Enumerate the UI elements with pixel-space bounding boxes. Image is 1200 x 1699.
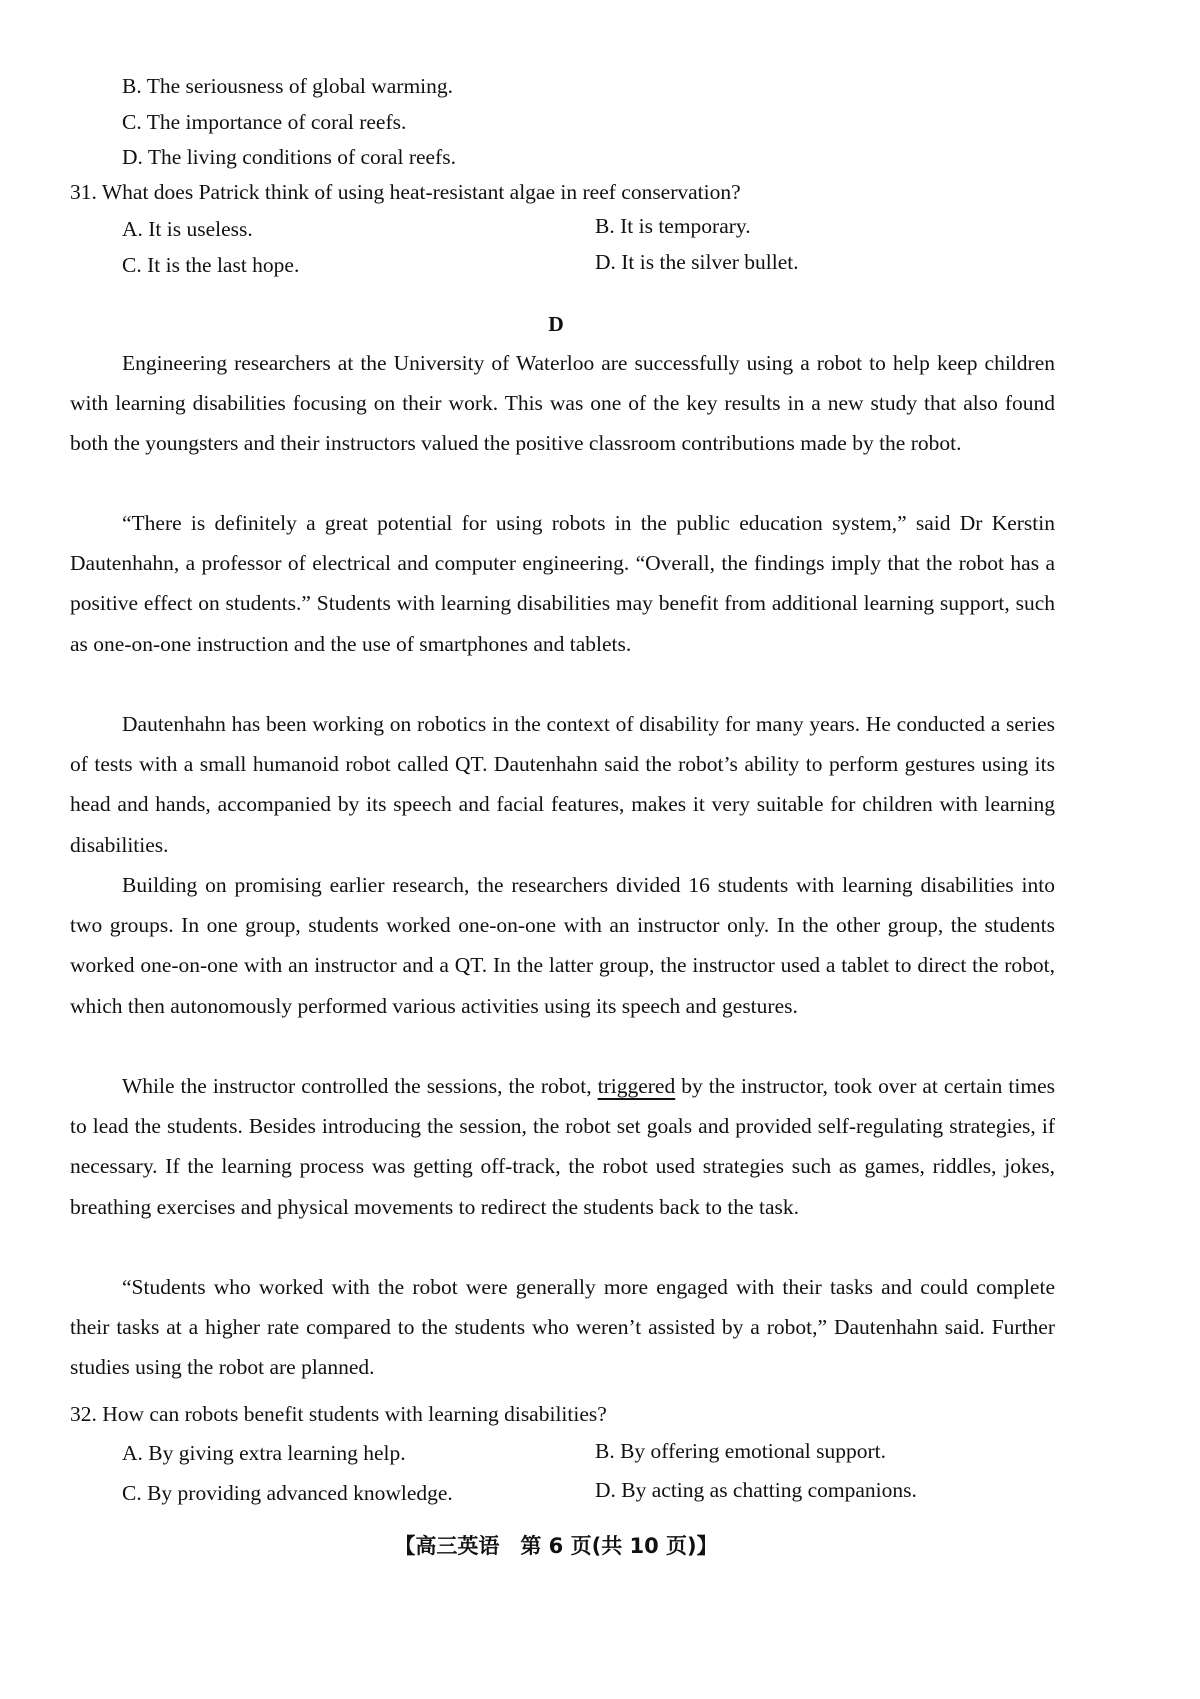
q31-option-b: B. It is temporary.	[595, 214, 751, 238]
paragraph-5-text-end: by the instructor, took over at certain times to lead the students. Besides introducing the session, the robot set goals and provided self-regulating strategies, if necessary. If the learning process was getting off-track, the robot used strategies such as games, riddles, jokes, breathing exercises and physical movements to redirect the students back to the task.	[70, 1074, 1055, 1219]
passage-d-heading: D	[548, 312, 564, 336]
passage-d-paragraph-4: Building on promising earlier research, the researchers divided 16 students with learning disabilities into two groups. In one group, students worked one-on-one with an instructor only. In the other group, the students worked one-on-one with an instructor and a QT. In the latter group, the instructor used a tablet to direct the robot, which then autonomously performed various activities using its speech and gestures.	[70, 873, 1055, 1018]
q32-option-b: B. By offering emotional support.	[595, 1439, 887, 1463]
q32-option-c: C. By providing advanced knowledge.	[122, 1481, 453, 1505]
passage-d-paragraph-1: Engineering researchers at the University of Waterloo are successfully using a robot to help keep children with learning disabilities focusing on their work. This was one of the key results in a new study that also found both the youngsters and their instructors valued the positive classroom contributions made by the robot.	[70, 351, 1055, 456]
q30-option-b: B. The seriousness of global warming.	[122, 74, 454, 98]
q32-option-d: D. By acting as chatting companions.	[595, 1478, 917, 1502]
q32-stem: 32. How can robots benefit students with learning disabilities?	[70, 1402, 607, 1426]
underlined-word-triggered: triggered	[597, 1074, 676, 1098]
passage-d-paragraph-2: “There is definitely a great potential for using robots in the public education system,” said Dr Kerstin Dautenhahn, a professor of electrical and computer engineering. “Overall, the findings imply that the robot has a positive effect on students.” Students with learning disabilities may benefit from additional learning support, such as one-on-one instruction and the use of smartphones and tablets.	[70, 511, 1055, 656]
q31-option-a: A. It is useless.	[122, 217, 253, 241]
q31-option-c: C. It is the last hope.	[122, 253, 300, 277]
paragraph-5-text-start: While the instructor controlled the sessions, the robot,	[122, 1074, 598, 1098]
page-footer: 【高三英语 第 6 页(共 10 页)】	[394, 1534, 718, 1558]
q30-option-d: D. The living conditions of coral reefs.	[122, 145, 456, 169]
passage-d-paragraph-6: “Students who worked with the robot were generally more engaged with their tasks and could complete their tasks at a higher rate compared to the students who weren’t assisted by a robot,” Dautenhahn said. Further studies using the robot are planned.	[70, 1275, 1055, 1380]
q31-option-d: D. It is the silver bullet.	[595, 250, 799, 274]
q32-option-a: A. By giving extra learning help.	[122, 1441, 406, 1465]
passage-d-paragraph-5	[70, 1066, 1055, 1227]
q31-stem: 31. What does Patrick think of using heat-resistant algae in reef conservation?	[70, 180, 741, 204]
q30-option-c: C. The importance of coral reefs.	[122, 110, 407, 134]
passage-d-paragraph-3: Dautenhahn has been working on robotics in the context of disability for many years. He conducted a series of tests with a small humanoid robot called QT. Dautenhahn said the robot’s ability to perform gestures using its head and hands, accompanied by its speech and facial features, makes it very suitable for children with learning disabilities.	[70, 712, 1055, 857]
